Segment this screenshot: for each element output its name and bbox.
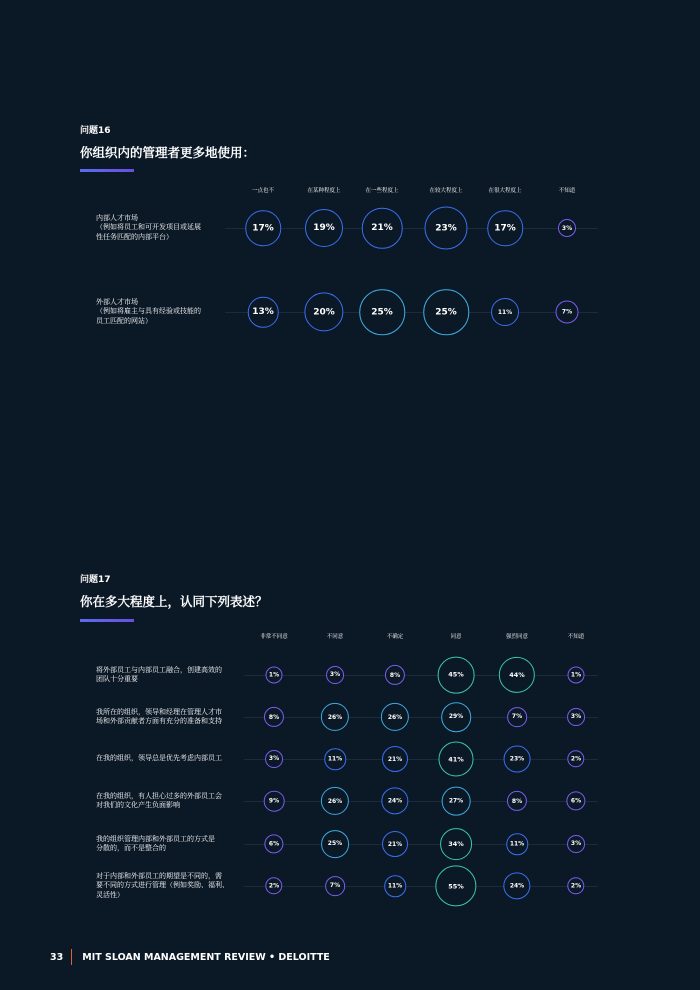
q17-value-bubble: 44%	[499, 657, 535, 693]
q17-row-label-line: 场和外部贡献者方面有充分的准备和支持	[96, 717, 222, 725]
q17-value-bubble: 24%	[381, 787, 408, 814]
q17-row-line	[244, 717, 598, 718]
q17-row-line	[244, 886, 598, 887]
q16-row-line	[225, 312, 598, 313]
question-17-label: 问题17	[80, 575, 111, 585]
q17-value-bubble: 3%	[567, 835, 585, 853]
q17-value-bubble: 41%	[439, 742, 474, 777]
q16-row-label	[96, 214, 201, 243]
q17-column-header: 同意	[450, 634, 462, 640]
q17-value-bubble: 9%	[264, 791, 285, 812]
q16-row-label-line: （例如将员工和可开发项目或延展	[96, 223, 201, 232]
q17-value-bubble: 26%	[321, 787, 349, 815]
question-16-label: 问题16	[80, 126, 111, 136]
q17-row-label-line: 灵活性）	[96, 890, 124, 899]
q17-value-bubble: 3%	[567, 708, 585, 726]
footer-divider	[71, 949, 72, 965]
q17-value-bubble: 24%	[503, 872, 530, 899]
q17-value-bubble: 27%	[442, 787, 471, 816]
q16-value-bubble: 11%	[491, 298, 519, 326]
q17-column-header: 不知道	[567, 634, 585, 640]
q17-value-bubble: 2%	[567, 750, 584, 767]
q17-row-label-line: 对我们的文化产生负面影响	[96, 801, 180, 809]
q17-row-label-line: 在我的组织，有人担心过多的外部员工会	[96, 791, 222, 800]
footer-publication: MIT SLOAN MANAGEMENT REVIEW • DELOITTE	[82, 951, 330, 963]
q16-value-bubble: 17%	[245, 210, 281, 246]
page-number: 33	[50, 951, 64, 963]
q17-value-bubble: 7%	[325, 876, 345, 896]
q16-row-line	[225, 228, 598, 229]
q17-value-bubble: 11%	[324, 748, 346, 770]
question-17-title: 你在多大程度上，认同下列表述？	[80, 594, 268, 609]
q17-value-bubble: 55%	[435, 865, 476, 906]
q17-row-label	[96, 792, 222, 811]
q17-value-bubble: 8%	[385, 665, 405, 685]
question-16-rule	[80, 169, 134, 172]
q16-value-bubble: 17%	[487, 210, 523, 246]
page-footer	[50, 949, 330, 965]
q17-value-bubble: 1%	[266, 667, 283, 684]
q16-column-header: 在很大程度上	[488, 188, 522, 194]
q17-row-label-line: 对于内部和外部员工的期望是不同的，需	[96, 871, 222, 880]
q16-value-bubble: 13%	[248, 297, 279, 328]
q16-column-header: 在一些程度上	[365, 188, 399, 194]
q17-row-line	[244, 759, 598, 760]
q17-value-bubble: 6%	[264, 834, 283, 853]
q16-column-header: 在较大程度上	[429, 188, 463, 194]
q17-value-bubble: 29%	[441, 702, 471, 732]
q17-value-bubble: 3%	[265, 750, 283, 768]
q16-column-header: 一点也不	[251, 188, 275, 194]
q17-row-label-line: 要不同的方式进行管理（例如奖励、福利、	[96, 881, 229, 890]
q16-column-header: 不知道	[558, 188, 576, 194]
q16-value-bubble: 23%	[425, 207, 468, 250]
q16-row-label-line: 内部人才市场	[96, 213, 138, 222]
q17-row-label-line: 我所在的组织，领导和经理在管理人才市	[96, 707, 222, 716]
q17-value-bubble: 6%	[566, 791, 585, 810]
q16-value-bubble: 3%	[558, 219, 576, 237]
q17-value-bubble: 2%	[567, 877, 584, 894]
q17-row-label	[96, 872, 229, 901]
q16-value-bubble: 20%	[304, 292, 343, 331]
q16-row-label-line: 性任务匹配的内部平台）	[96, 232, 173, 241]
q17-column-header: 非常不同意	[260, 634, 288, 640]
q16-column-header: 在某种程度上	[307, 188, 341, 194]
q17-value-bubble: 26%	[321, 703, 349, 731]
q17-row-line	[244, 844, 598, 845]
q17-value-bubble: 3%	[326, 666, 344, 684]
q16-value-bubble: 19%	[305, 209, 343, 247]
q17-row-label	[96, 835, 215, 854]
q17-value-bubble: 21%	[382, 831, 408, 857]
q17-row-line	[244, 801, 598, 802]
q17-column-header: 不同意	[326, 634, 344, 640]
q17-column-header: 不确定	[386, 634, 404, 640]
question-17-rule	[80, 619, 134, 622]
q17-row-label-line: 团队十分重要	[96, 675, 138, 683]
q17-value-bubble: 8%	[264, 707, 284, 727]
q17-column-header: 强烈同意	[505, 634, 529, 640]
q17-row-label	[96, 666, 222, 685]
q16-row-label-line: 外部人才市场	[96, 297, 138, 306]
q17-value-bubble: 8%	[507, 791, 527, 811]
q17-value-bubble: 1%	[568, 667, 585, 684]
q17-row-line	[244, 675, 598, 676]
q17-value-bubble: 11%	[384, 875, 406, 897]
q17-value-bubble: 25%	[321, 830, 349, 858]
q16-value-bubble: 7%	[556, 301, 579, 324]
q16-row-label	[96, 298, 201, 327]
q16-value-bubble: 25%	[359, 289, 405, 335]
q17-row-label-line: 我的组织管理内部和外部员工的方式是	[96, 834, 215, 843]
q17-value-bubble: 7%	[507, 707, 527, 727]
q17-row-label-line: 在我的组织，领导总是优先考虑内部员工	[96, 754, 222, 763]
q17-row-label-line: 分散的，而不是整合的	[96, 844, 166, 852]
q17-value-bubble: 23%	[504, 746, 531, 773]
q17-value-bubble: 45%	[438, 657, 475, 694]
q17-row-label	[96, 708, 222, 727]
q17-value-bubble: 11%	[506, 833, 528, 855]
q17-value-bubble: 2%	[265, 877, 282, 894]
q17-row-label	[96, 754, 222, 764]
q16-value-bubble: 21%	[362, 208, 403, 249]
q17-value-bubble: 26%	[381, 703, 409, 731]
q16-value-bubble: 25%	[423, 289, 469, 335]
q17-value-bubble: 34%	[440, 828, 472, 860]
q17-value-bubble: 21%	[382, 746, 408, 772]
q17-row-label-line: 将外部员工与内部员工融合，创建高效的	[96, 665, 222, 674]
q16-row-label-line: 员工匹配的网站）	[96, 316, 152, 325]
q16-row-label-line: （例如将雇主与具有经验或技能的	[96, 307, 201, 316]
question-16-title: 你组织内的管理者更多地使用：	[80, 145, 256, 160]
